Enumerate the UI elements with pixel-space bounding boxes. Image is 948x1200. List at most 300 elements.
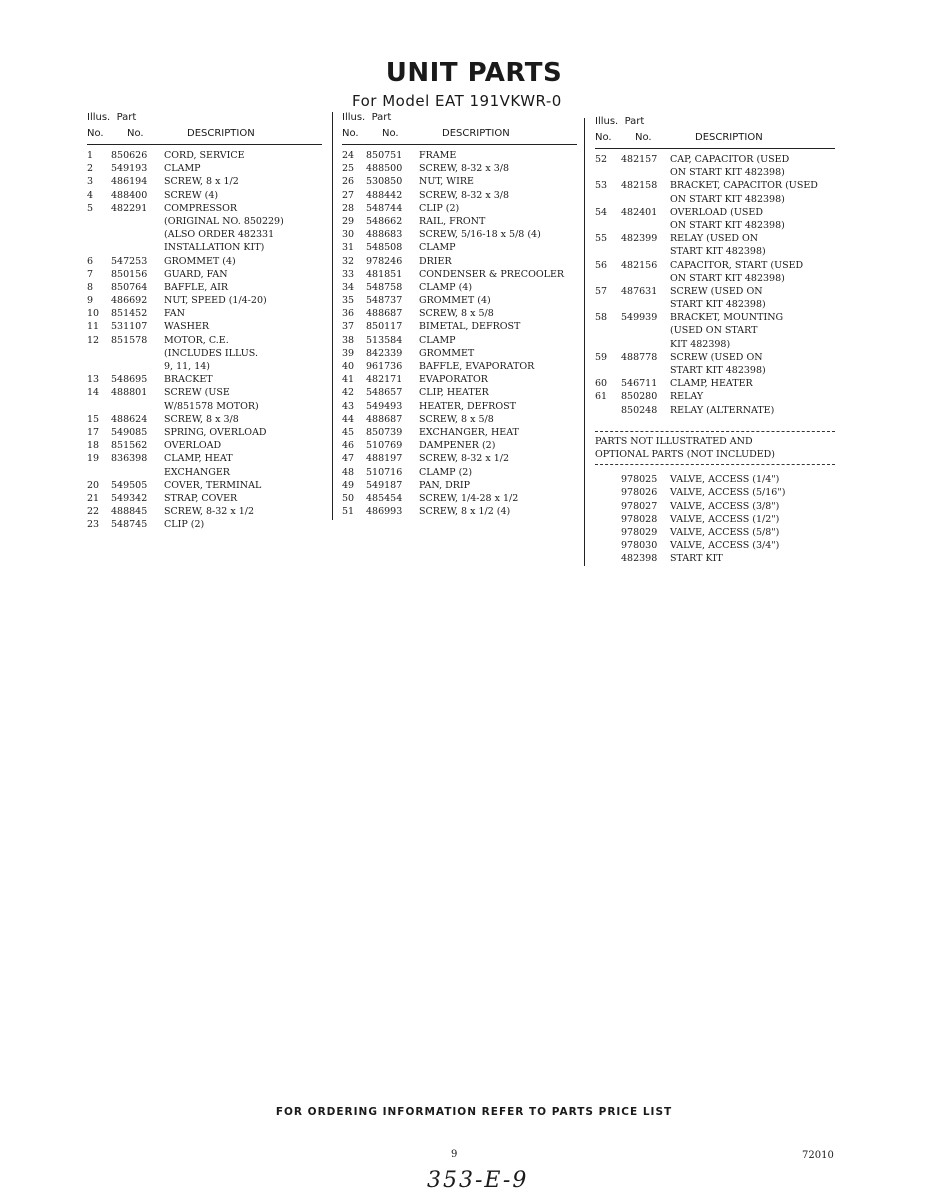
part-description: GROMMET (4) — [164, 255, 236, 267]
part-description: (ORIGINAL NO. 850229) — [164, 215, 284, 227]
illus-no: 21 — [87, 492, 100, 504]
part-description: SCREW (USED ON — [670, 351, 763, 363]
header-illus: Illus. — [595, 116, 619, 127]
illus-no: 58 — [595, 312, 608, 324]
part-description: FAN — [164, 308, 185, 320]
table-row — [87, 492, 322, 505]
table-row — [87, 162, 322, 175]
illus-no: 59 — [595, 351, 608, 363]
part-description: RELAY — [670, 391, 704, 403]
illus-no: 43 — [342, 400, 355, 412]
header-part: Part — [116, 112, 137, 123]
illus-no: 32 — [342, 255, 355, 267]
part-description: SCREW, 8-32 x 3/8 — [419, 163, 510, 175]
illus-no: 9 — [87, 295, 94, 307]
part-no: 842339 — [366, 347, 403, 359]
part-no: 548657 — [366, 387, 403, 399]
table-row — [595, 338, 835, 351]
part-no: 850248 — [621, 404, 658, 416]
part-no: 978246 — [366, 255, 403, 267]
illus-no: 5 — [87, 202, 94, 214]
table-row — [595, 364, 835, 377]
illus-no: 57 — [595, 285, 608, 297]
part-description: RELAY (ALTERNATE) — [670, 404, 775, 416]
illus-no: 36 — [342, 308, 355, 320]
part-description: START KIT 482398) — [670, 299, 766, 311]
part-no: 488683 — [366, 229, 403, 241]
table-row — [595, 377, 835, 390]
part-description: SCREW, 8-32 x 1/2 — [164, 506, 255, 518]
part-description: ON START KIT 482398) — [670, 167, 785, 179]
illus-no: 48 — [342, 466, 355, 478]
illus-no: 33 — [342, 268, 355, 280]
page-number: 9 — [451, 1149, 458, 1160]
part-no: 482398 — [621, 553, 658, 565]
part-description: GROMMET (4) — [419, 295, 491, 307]
part-no: 549939 — [621, 312, 658, 324]
part-no: 547253 — [111, 255, 148, 267]
table-row — [87, 294, 322, 307]
part-no: 530850 — [366, 176, 403, 188]
part-description: CLAMP — [419, 334, 456, 346]
illus-no: 3 — [87, 176, 94, 188]
table-row — [342, 149, 577, 162]
table-row — [342, 505, 577, 518]
part-description: SCREW (4) — [164, 189, 219, 201]
header-rule — [595, 148, 835, 149]
part-no: 836398 — [111, 453, 148, 465]
part-no: 549085 — [111, 426, 148, 438]
part-no: 548695 — [111, 374, 148, 386]
table-row — [595, 404, 835, 417]
table-row — [342, 360, 577, 373]
table-row — [87, 466, 322, 479]
illus-no: 44 — [342, 413, 355, 425]
part-description: STRAP, COVER — [164, 492, 238, 504]
part-no: 488500 — [366, 163, 403, 175]
table-row — [342, 241, 577, 254]
part-description: VALVE, ACCESS (5/8") — [670, 526, 780, 538]
illus-no: 12 — [87, 334, 100, 346]
part-no: 548745 — [111, 519, 148, 531]
part-description: CLAMP — [164, 163, 201, 175]
parts-column-2 — [342, 112, 577, 518]
part-no: 513584 — [366, 334, 403, 346]
table-row — [342, 294, 577, 307]
table-row — [87, 202, 322, 215]
part-no: 485454 — [366, 492, 403, 504]
list-item — [595, 539, 835, 552]
part-no: 488801 — [111, 387, 148, 399]
part-no: 482291 — [111, 202, 148, 214]
list-item — [595, 526, 835, 539]
illus-no: 2 — [87, 163, 94, 175]
table-row — [342, 334, 577, 347]
part-no: 850751 — [366, 150, 403, 161]
table-row — [87, 228, 322, 241]
illus-no: 35 — [342, 295, 355, 307]
table-row — [87, 215, 322, 228]
illus-no: 8 — [87, 281, 94, 293]
page-title: UNIT PARTS — [385, 58, 563, 88]
table-row — [87, 518, 322, 531]
part-description: CAP, CAPACITOR (USED — [670, 154, 790, 165]
table-row — [342, 479, 577, 492]
header-description: DESCRIPTION — [187, 128, 255, 139]
part-description: SCREW (USE — [164, 387, 230, 399]
header-rule — [87, 144, 322, 145]
table-row — [87, 413, 322, 426]
part-no: 978026 — [621, 487, 658, 499]
table-row — [87, 439, 322, 452]
header-part-no: No. — [635, 132, 652, 143]
illus-no: 40 — [342, 361, 355, 372]
illus-no: 46 — [342, 440, 355, 452]
part-description: W/851578 MOTOR) — [164, 400, 259, 412]
part-no: 510769 — [366, 440, 403, 452]
part-description: EXCHANGER — [164, 466, 230, 478]
part-description: GUARD, FAN — [164, 268, 228, 280]
table-row — [87, 334, 322, 347]
illus-no: 10 — [87, 308, 100, 320]
list-item — [595, 513, 835, 526]
table-row — [595, 259, 835, 272]
part-description: BRACKET, MOUNTING — [670, 312, 784, 324]
part-no: 549342 — [111, 492, 148, 504]
part-description: RAIL, FRONT — [419, 215, 486, 227]
header-part: Part — [371, 112, 392, 123]
parts-rows — [87, 149, 322, 531]
document-code: 72010 — [802, 1150, 834, 1161]
part-description: CLAMP, HEATER — [670, 378, 753, 390]
part-description: CLIP, HEATER — [419, 387, 489, 399]
part-no: 961736 — [366, 361, 403, 372]
part-description: SCREW (USED ON — [670, 285, 763, 297]
part-description: SCREW, 8-32 x 3/8 — [419, 189, 510, 201]
part-no: 531107 — [111, 321, 148, 333]
table-row — [87, 320, 322, 333]
part-no: 851578 — [111, 334, 148, 346]
illus-no: 38 — [342, 334, 355, 346]
part-description: COVER, TERMINAL — [164, 479, 262, 491]
illus-no: 50 — [342, 492, 355, 504]
illus-no: 26 — [342, 176, 355, 188]
illus-no: 19 — [87, 453, 100, 465]
illus-no: 22 — [87, 506, 100, 518]
table-row — [87, 241, 322, 254]
part-description: CORD, SERVICE — [164, 150, 245, 161]
table-row — [87, 189, 322, 202]
table-row — [595, 324, 835, 337]
table-row — [87, 347, 322, 360]
part-description: ON START KIT 482398) — [670, 272, 785, 284]
illus-no: 51 — [342, 506, 355, 518]
table-row — [87, 505, 322, 518]
part-description: SCREW, 5/16-18 x 5/8 (4) — [419, 229, 541, 241]
table-row — [87, 479, 322, 492]
part-description: (USED ON START — [670, 325, 758, 337]
part-no: 482171 — [366, 374, 403, 386]
part-description: EXCHANGER, HEAT — [419, 426, 519, 438]
table-row — [87, 360, 322, 373]
ordering-footer: FOR ORDERING INFORMATION REFER TO PARTS PRICE LIST — [275, 1106, 673, 1118]
part-description: SPRING, OVERLOAD — [164, 426, 267, 438]
table-row — [595, 232, 835, 245]
illus-no: 56 — [595, 259, 608, 271]
table-row — [342, 307, 577, 320]
part-description: SCREW, 8 x 1/2 (4) — [419, 506, 511, 518]
part-description: START KIT 482398) — [670, 365, 766, 376]
table-row — [342, 439, 577, 452]
part-no: 486993 — [366, 506, 403, 518]
part-no: 486692 — [111, 295, 148, 307]
header-description: DESCRIPTION — [695, 132, 763, 143]
list-item — [595, 473, 835, 486]
part-description: FRAME — [419, 150, 457, 161]
part-description: (INCLUDES ILLUS. — [164, 347, 258, 359]
table-row — [87, 149, 322, 162]
table-row — [342, 162, 577, 175]
table-row — [342, 268, 577, 281]
part-description: SCREW, 8 x 3/8 — [164, 413, 239, 425]
part-no: 978025 — [621, 474, 658, 486]
part-no: 978030 — [621, 540, 658, 552]
part-no: 549505 — [111, 479, 148, 491]
table-row — [87, 175, 322, 188]
part-no: 488442 — [366, 189, 403, 201]
table-row — [595, 351, 835, 364]
illus-no: 39 — [342, 347, 355, 359]
part-no: 548662 — [366, 215, 403, 227]
table-row — [342, 413, 577, 426]
table-row — [87, 255, 322, 268]
illus-no: 53 — [595, 180, 608, 192]
part-no: 488845 — [111, 506, 148, 518]
part-description: SCREW, 8 x 5/8 — [419, 308, 494, 320]
table-row — [87, 281, 322, 294]
part-description: GROMMET — [419, 347, 475, 359]
part-description: PAN, DRIP — [419, 479, 471, 491]
table-row — [87, 386, 322, 399]
part-description: 9, 11, 14) — [164, 361, 211, 372]
header-part-no: No. — [127, 128, 144, 139]
illus-no: 18 — [87, 440, 100, 452]
part-description: VALVE, ACCESS (1/2") — [670, 513, 780, 525]
list-item — [595, 500, 835, 513]
column-divider — [332, 112, 333, 520]
part-no: 487631 — [621, 285, 658, 297]
table-row — [342, 347, 577, 360]
illus-no: 14 — [87, 387, 100, 399]
part-description: BAFFLE, EVAPORATOR — [419, 361, 535, 372]
part-description: ON START KIT 482398) — [670, 219, 785, 231]
table-row — [87, 307, 322, 320]
table-row — [595, 166, 835, 179]
part-no: 488687 — [366, 308, 403, 320]
part-description: CLAMP, HEAT — [164, 453, 233, 465]
part-no: 978027 — [621, 500, 658, 512]
table-row — [595, 219, 835, 232]
part-description: EVAPORATOR — [419, 374, 488, 386]
part-no: 851452 — [111, 308, 148, 320]
part-no: 978029 — [621, 526, 658, 538]
table-row — [342, 255, 577, 268]
part-no: 850280 — [621, 391, 658, 403]
illus-no: 31 — [342, 242, 355, 254]
column-header — [87, 112, 322, 142]
illus-no: 20 — [87, 479, 100, 491]
divider — [595, 431, 835, 432]
table-row — [595, 179, 835, 192]
part-no: 850626 — [111, 150, 148, 161]
illus-no: 52 — [595, 154, 608, 165]
part-description: BRACKET — [164, 374, 213, 386]
part-description: (ALSO ORDER 482331 — [164, 229, 275, 241]
part-no: 548744 — [366, 202, 403, 214]
table-row — [595, 311, 835, 324]
list-item — [595, 552, 835, 565]
optional-heading-line-2: OPTIONAL PARTS (NOT INCLUDED) — [595, 448, 775, 460]
illus-no: 49 — [342, 479, 355, 491]
part-no: 546711 — [621, 378, 658, 390]
illus-no: 37 — [342, 321, 355, 333]
handwritten-note: 353-E-9 — [427, 1168, 529, 1193]
part-description: VALVE, ACCESS (1/4") — [670, 474, 780, 486]
part-description: ON START KIT 482398) — [670, 193, 785, 205]
illus-no: 45 — [342, 426, 355, 438]
part-no: 850156 — [111, 268, 148, 280]
table-row — [87, 373, 322, 386]
parts-column-3 — [595, 116, 835, 565]
table-row — [342, 466, 577, 479]
table-row — [342, 452, 577, 465]
table-row — [595, 285, 835, 298]
part-no: 850739 — [366, 426, 403, 438]
illus-no: 1 — [87, 150, 94, 161]
part-description: BAFFLE, AIR — [164, 281, 229, 293]
part-description: SCREW, 1/4-28 x 1/2 — [419, 492, 519, 504]
part-no: 510716 — [366, 466, 403, 478]
part-no: 488687 — [366, 413, 403, 425]
part-description: SCREW, 8 x 1/2 — [164, 176, 239, 188]
optional-heading-line-1: PARTS NOT ILLUSTRATED AND — [595, 435, 753, 447]
parts-rows — [595, 153, 835, 417]
part-no: 548508 — [366, 242, 403, 254]
header-no: No. — [87, 128, 104, 139]
part-description: CLAMP (4) — [419, 281, 473, 293]
illus-no: 13 — [87, 374, 100, 386]
table-row — [342, 320, 577, 333]
part-description: CLIP (2) — [419, 202, 460, 214]
table-row — [342, 492, 577, 505]
header-no: No. — [342, 128, 359, 139]
part-no: 481851 — [366, 268, 403, 280]
illus-no: 7 — [87, 268, 94, 280]
part-no: 549493 — [366, 400, 403, 412]
part-description: START KIT 482398) — [670, 246, 766, 258]
parts-rows — [342, 149, 577, 518]
list-item — [595, 486, 835, 499]
part-no: 549193 — [111, 163, 148, 175]
divider — [595, 464, 835, 465]
part-description: NUT, SPEED (1/4-20) — [164, 295, 267, 307]
table-row — [342, 215, 577, 228]
part-no: 488197 — [366, 453, 403, 465]
illus-no: 23 — [87, 519, 100, 531]
part-description: DRIER — [419, 255, 452, 267]
part-description: SCREW, 8 x 5/8 — [419, 413, 494, 425]
part-no: 549187 — [366, 479, 403, 491]
part-no: 486194 — [111, 176, 148, 188]
part-no: 482158 — [621, 180, 658, 192]
part-description: RELAY (USED ON — [670, 233, 759, 245]
header-part: Part — [624, 116, 645, 127]
table-row — [595, 153, 835, 166]
table-row — [595, 193, 835, 206]
part-description: BIMETAL, DEFROST — [419, 321, 521, 333]
illus-no: 27 — [342, 189, 355, 201]
table-row — [342, 175, 577, 188]
illus-no: 41 — [342, 374, 355, 386]
table-row — [342, 400, 577, 413]
part-description: KIT 482398) — [670, 338, 731, 350]
part-description: CLAMP (2) — [419, 466, 473, 478]
part-no: 482156 — [621, 259, 658, 271]
illus-no: 61 — [595, 391, 608, 403]
table-row — [87, 268, 322, 281]
parts-column-1 — [87, 112, 322, 531]
part-no: 978028 — [621, 513, 658, 525]
part-no: 548737 — [366, 295, 403, 307]
column-header — [595, 116, 835, 146]
part-description: CLAMP — [419, 242, 456, 254]
part-description: VALVE, ACCESS (3/4") — [670, 540, 780, 552]
header-part-no: No. — [382, 128, 399, 139]
column-divider — [584, 118, 585, 566]
table-row — [342, 426, 577, 439]
header-description: DESCRIPTION — [442, 128, 510, 139]
header-no: No. — [595, 132, 612, 143]
illus-no: 55 — [595, 233, 608, 245]
part-no: 488624 — [111, 413, 148, 425]
illus-no: 29 — [342, 215, 355, 227]
column-header — [342, 112, 577, 142]
optional-parts-list — [595, 473, 835, 565]
part-no: 851562 — [111, 440, 148, 452]
part-description: OVERLOAD — [164, 440, 222, 452]
table-row — [342, 228, 577, 241]
illus-no: 11 — [87, 321, 100, 333]
illus-no: 4 — [87, 189, 94, 201]
illus-no: 47 — [342, 453, 355, 465]
table-row — [87, 400, 322, 413]
table-row — [342, 189, 577, 202]
table-row — [87, 452, 322, 465]
part-description: VALVE, ACCESS (3/8") — [670, 500, 780, 512]
table-row — [595, 206, 835, 219]
part-description: BRACKET, CAPACITOR (USED — [670, 180, 818, 192]
part-description: INSTALLATION KIT) — [164, 242, 265, 254]
illus-no: 60 — [595, 378, 608, 390]
table-row — [342, 202, 577, 215]
illus-no: 28 — [342, 202, 355, 214]
part-no: 850764 — [111, 281, 148, 293]
illus-no: 24 — [342, 150, 355, 161]
table-row — [87, 426, 322, 439]
part-no: 548758 — [366, 281, 403, 293]
part-description: MOTOR, C.E. — [164, 334, 229, 346]
part-no: 482399 — [621, 233, 658, 245]
